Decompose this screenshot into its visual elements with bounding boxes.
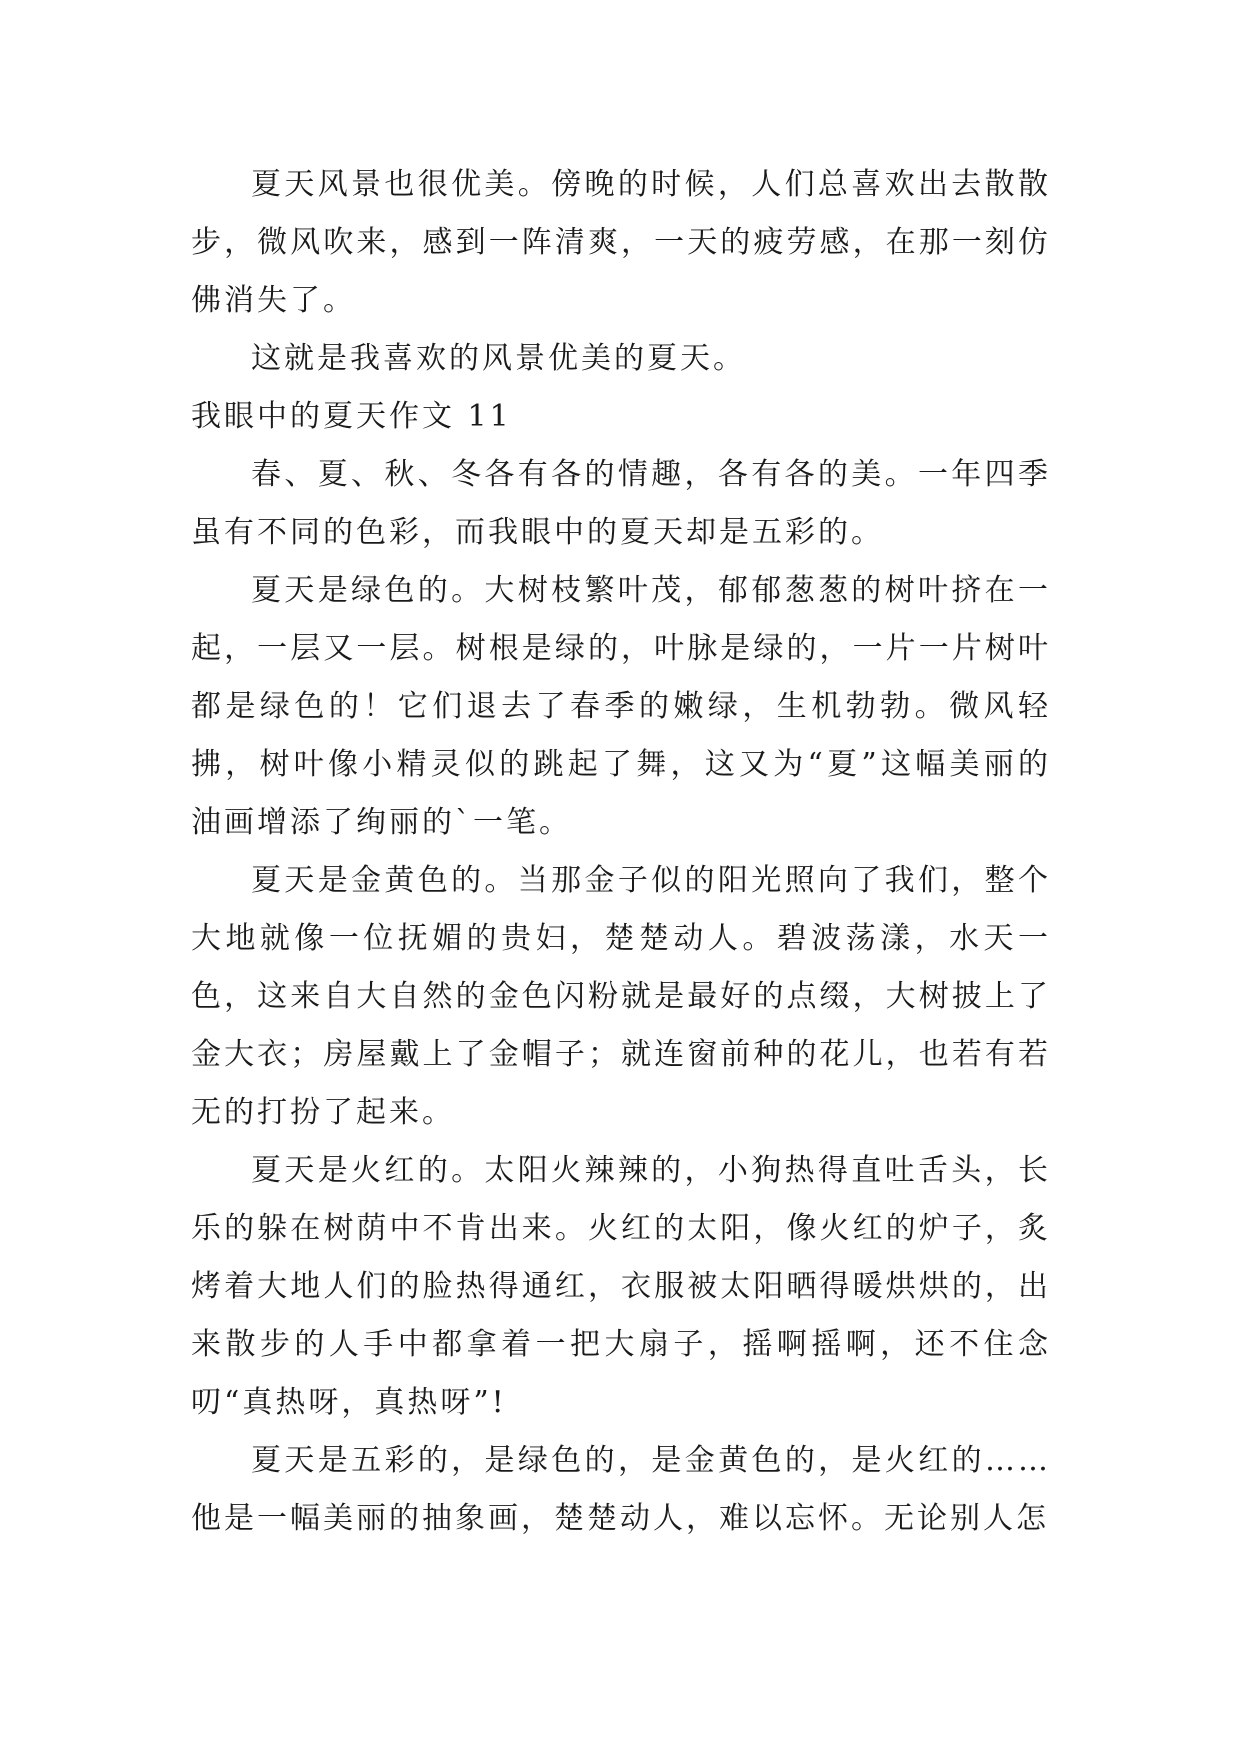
paragraph: 夏天是五彩的，是绿色的，是金黄色的，是火红的……他是一幅美丽的抽象画，楚楚动人，难以忘怀。无论别人怎 <box>191 1443 1051 1536</box>
paragraph: 夏天是火红的。太阳火辣辣的，小狗热得直吐舌头，长乐的躲在树荫中不肯出来。火红的太阳，像火红的炉子，炙烤着大地人们的脸热得通红，衣服被太阳晒得暖烘烘的，出来散步的人手中都拿着一把大扇子，摇啊摇啊，还不住念叨“真热呀，真热呀”! <box>191 1153 1051 1420</box>
paragraph: 春、夏、秋、冬各有各的情趣，各有各的美。一年四季虽有不同的色彩，而我眼中的夏天却是五彩的。 <box>191 457 1051 550</box>
paragraph: 夏天是金黄色的。当那金子似的阳光照向了我们，整个大地就像一位抚媚的贵妇，楚楚动人。碧波荡漾，水天一色，这来自大自然的金色闪粉就是最好的点缀，大树披上了金大衣；房屋戴上了金帽子；就连窗前种的花儿，也若有若无的打扮了起来。 <box>191 863 1051 1130</box>
essay-heading: 我眼中的夏天作文 11 <box>191 399 512 434</box>
document-body <box>191 156 1051 1548</box>
paragraph: 夏天风景也很优美。傍晚的时候，人们总喜欢出去散散步，微风吹来，感到一阵清爽，一天的疲劳感，在那一刻仿佛消失了。 <box>191 167 1051 318</box>
paragraph: 这就是我喜欢的风景优美的夏天。 <box>251 341 746 376</box>
paragraph: 夏天是绿色的。大树枝繁叶茂，郁郁葱葱的树叶挤在一起，一层又一层。树根是绿的，叶脉是绿的，一片一片树叶都是绿色的！它们退去了春季的嫩绿，生机勃勃。微风轻拂，树叶像小精灵似的跳起了舞，这又为“夏”这幅美丽的油画增添了绚丽的`一笔。 <box>191 573 1051 840</box>
